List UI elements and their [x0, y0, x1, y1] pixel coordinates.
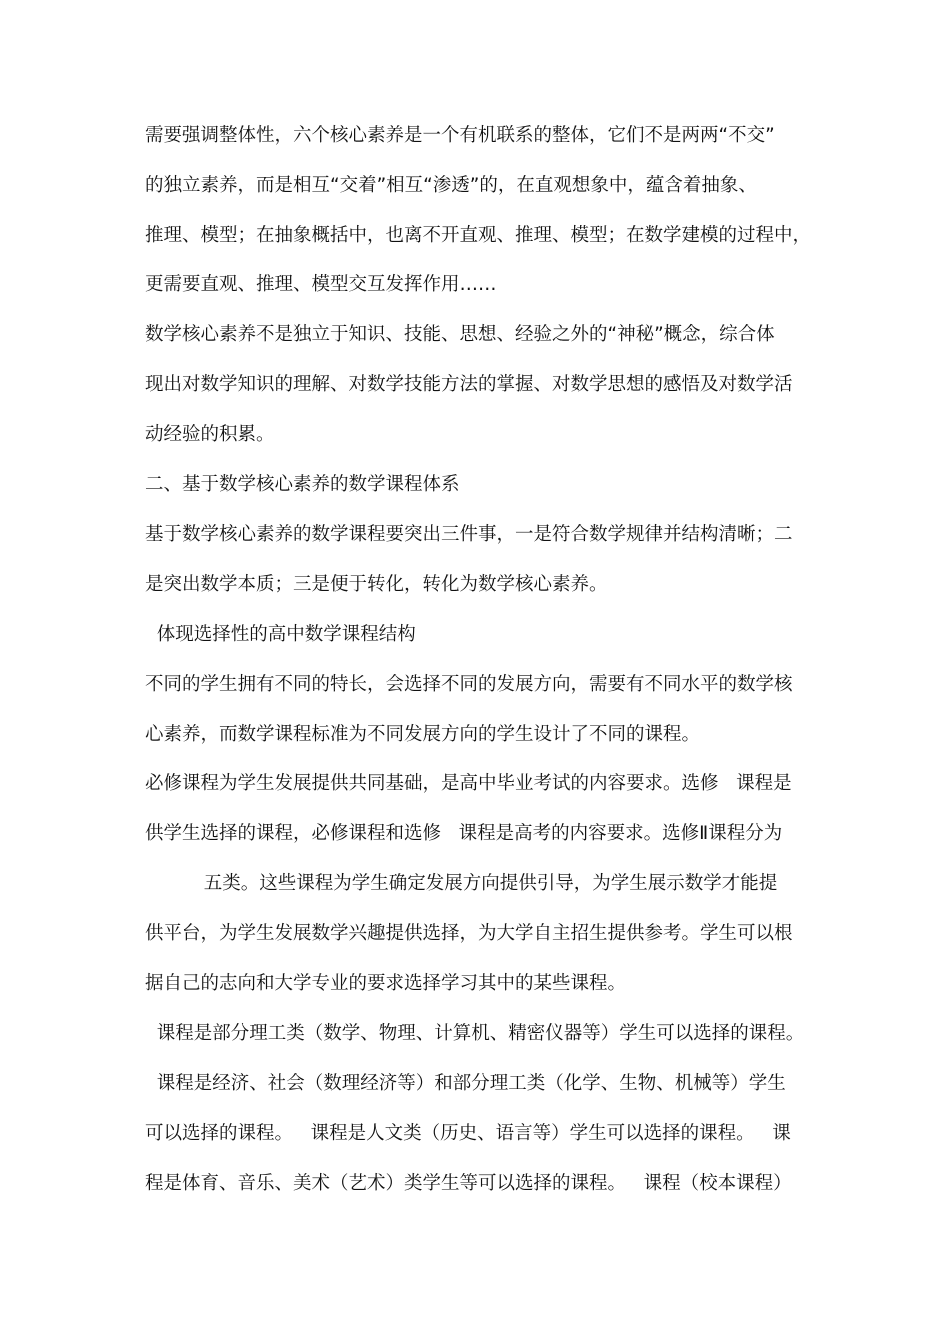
paragraph-line: 不同的学生拥有不同的特长，会选择不同的发展方向，需要有不同水平的数学核 [145, 674, 793, 695]
paragraph-line: 可以选择的课程。 课程是人文类（历史、语言等）学生可以选择的课程。 课 [145, 1123, 791, 1144]
paragraph-line: 供学生选择的课程，必修课程和选修 课程是高考的内容要求。选修Ⅱ课程分为 [145, 823, 783, 844]
subsection-heading: 体现选择性的高中数学课程结构 [145, 624, 416, 645]
paragraph-line: 五类。这些课程为学生确定发展方向提供引导，为学生展示数学才能提 [145, 873, 778, 894]
section-heading: 二、基于数学核心素养的数学课程体系 [145, 474, 460, 495]
paragraph-line: 数学核心素养不是独立于知识、技能、思想、经验之外的“神秘”概念，综合体 [145, 324, 775, 345]
paragraph-line: 程是体育、音乐、美术（艺术）类学生等可以选择的课程。 课程（校本课程） [145, 1173, 792, 1194]
paragraph-line: 课程是部分理工类（数学、物理、计算机、精密仪器等）学生可以选择的课程。 [145, 1023, 805, 1044]
paragraph-line: 是突出数学本质；三是便于转化，转化为数学核心素养。 [145, 574, 608, 595]
paragraph-line: 需要强调整体性，六个核心素养是一个有机联系的整体，它们不是两两“不交” [145, 125, 775, 146]
paragraph-line: 据自己的志向和大学专业的要求选择学习其中的某些课程。 [145, 973, 627, 994]
paragraph-line: 基于数学核心素养的数学课程要突出三件事，一是符合数学规律并结构清晰；二 [145, 524, 793, 545]
paragraph-line: 动经验的积累。 [145, 424, 275, 445]
paragraph-line: 的独立素养，而是相互“交着”相互“渗透”的，在直观想象中，蕴含着抽象、 [145, 175, 757, 196]
paragraph-line: 课程是经济、社会（数理经济等）和部分理工类（化学、生物、机械等）学生 [145, 1073, 786, 1094]
paragraph-line: 必修课程为学生发展提供共同基础，是高中毕业考试的内容要求。选修 课程是 [145, 773, 792, 794]
paragraph-line: 更需要直观、推理、模型交互发挥作用…… [145, 274, 497, 295]
paragraph-line: 心素养，而数学课程标准为不同发展方向的学生设计了不同的课程。 [145, 724, 701, 745]
paragraph-line: 供平台，为学生发展数学兴趣提供选择，为大学自主招生提供参考。学生可以根 [145, 923, 793, 944]
paragraph-line: 现出对数学知识的理解、对数学技能方法的掌握、对数学思想的感悟及对数学活 [145, 374, 793, 395]
paragraph-line: 推理、模型；在抽象概括中，也离不开直观、推理、模型；在数学建模的过程中， [145, 225, 812, 246]
